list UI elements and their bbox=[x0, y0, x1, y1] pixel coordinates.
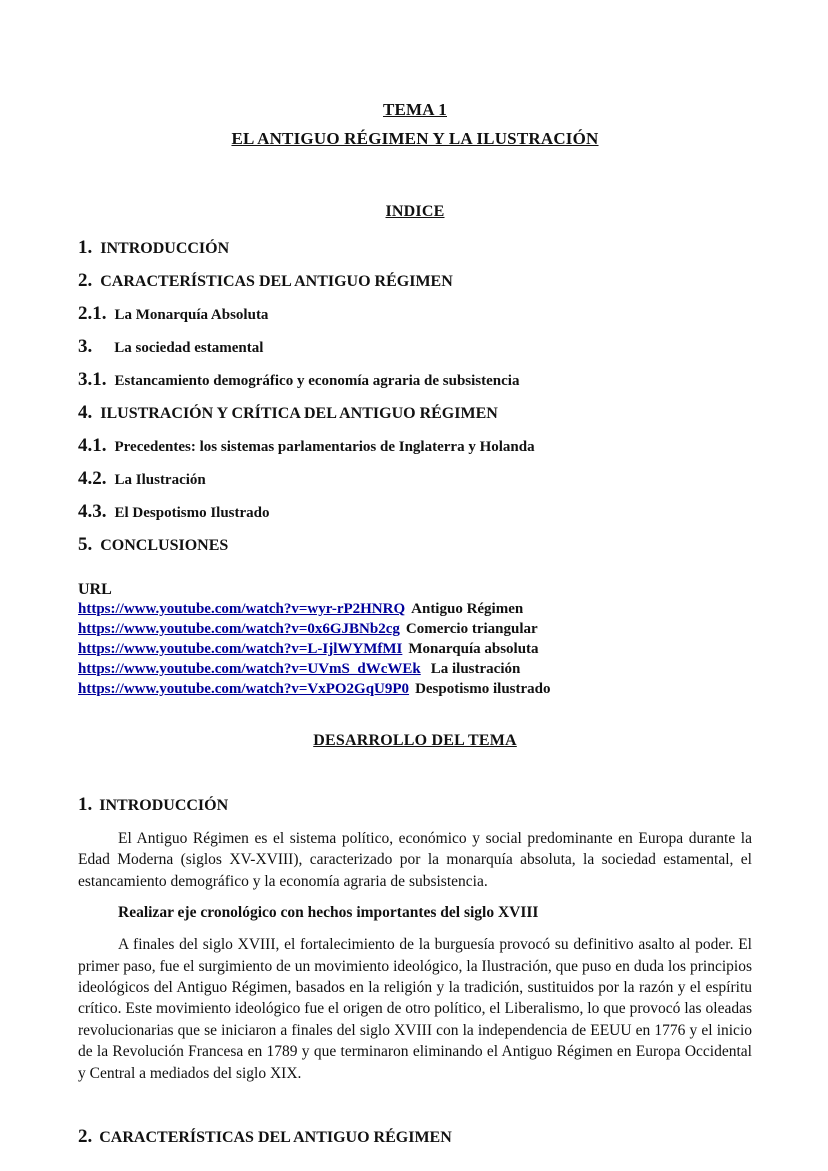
index-item-number: 3. bbox=[78, 336, 93, 357]
index-item-number: 4.2. bbox=[78, 468, 107, 489]
development-heading: DESARROLLO DEL TEMA bbox=[313, 732, 517, 749]
index-item-2-1 bbox=[78, 303, 752, 325]
section-1-heading bbox=[78, 794, 752, 816]
index-item-label: Estancamiento demográfico y economía agraria de subsistencia bbox=[114, 373, 520, 389]
url-block bbox=[78, 580, 752, 699]
url-heading: URL bbox=[78, 581, 112, 598]
section-title: CARACTERÍSTICAS DEL ANTIGUO RÉGIMEN bbox=[99, 1129, 452, 1147]
document-title: TEMA 1 bbox=[382, 100, 447, 119]
index-item-number: 2.1. bbox=[78, 303, 107, 324]
section-title: INTRODUCCIÓN bbox=[99, 797, 229, 814]
youtube-link-comercio-triangular[interactable]: https://www.youtube.com/watch?v=0x6GJBNb2cg bbox=[78, 621, 400, 637]
index-heading: INDICE bbox=[385, 203, 445, 220]
index-item-number: 2. bbox=[78, 270, 93, 291]
index-item-label: El Despotismo Ilustrado bbox=[114, 505, 270, 521]
index-item-label: CONCLUSIONES bbox=[100, 537, 229, 554]
index-item-label: INTRODUCCIÓN bbox=[100, 240, 230, 257]
introduction-paragraph-2: A finales del siglo XVIII, el fortalecimiento de la burguesía provocó su definitivo asalto al poder. El primer paso, fue el surgimiento de un movimiento ideológico, la Ilustración, que puso en duda los principios ideológicos del Antiguo Régimen, basados en la religión y la tradición, sustituidos por la razón y el espíritu crítico. Este movimiento ideológico fue el origen de otro político, el Liberalismo, lo que provocó las oleadas revolucionarias que se iniciaron a finales del siglo XVIII con la independencia de EEUU en 1776 y el inicio de la Revolución Francesa en 1789 y que terminaron eliminando el Antiguo Régimen en Europa Occidental y Central a mediados del siglo XIX. bbox=[78, 936, 752, 1082]
index-item-4-2 bbox=[78, 468, 752, 490]
url-row-despotismo-ilustrado bbox=[78, 679, 752, 699]
index-item-4 bbox=[78, 402, 752, 424]
youtube-link-despotismo-ilustrado[interactable]: https://www.youtube.com/watch?v=VxPO2GqU9P0 bbox=[78, 681, 410, 697]
introduction-paragraph-1: El Antiguo Régimen es el sistema político, económico y social predominante en Europa durante la Edad Moderna (siglos XV-XVIII), caracterizado por la monarquía absoluta, la sociedad estamental, el estancamiento demográfico y la economía agraria de subsistencia. bbox=[78, 830, 752, 890]
youtube-link-antiguo-regimen[interactable]: https://www.youtube.com/watch?v=wyr-rP2HNRQ bbox=[78, 601, 406, 617]
index-item-number: 4.1. bbox=[78, 435, 107, 456]
url-label: Monarquía absoluta bbox=[408, 641, 539, 657]
youtube-link-monarquia-absoluta[interactable]: https://www.youtube.com/watch?v=L-IjlWYMfMI bbox=[78, 641, 403, 657]
index-item-label: ILUSTRACIÓN Y CRÍTICA DEL ANTIGUO RÉGIMEN bbox=[100, 405, 498, 422]
index-item-number: 4. bbox=[78, 402, 93, 423]
document-subtitle: EL ANTIGUO RÉGIMEN Y LA ILUSTRACIÓN bbox=[231, 129, 599, 148]
index-item-label: CARACTERÍSTICAS DEL ANTIGUO RÉGIMEN bbox=[100, 273, 453, 290]
index-item-1 bbox=[78, 237, 752, 259]
url-label: Antiguo Régimen bbox=[411, 601, 524, 617]
youtube-link-la-ilustracion[interactable]: https://www.youtube.com/watch?v=UVmS_dWcWEk bbox=[78, 661, 421, 677]
index-item-label: La Ilustración bbox=[114, 472, 206, 488]
section-number: 1. bbox=[78, 794, 93, 815]
index-item-4-3 bbox=[78, 501, 752, 523]
url-row-comercio-triangular bbox=[78, 619, 752, 639]
index-item-2 bbox=[78, 270, 752, 292]
index-item-number: 1. bbox=[78, 237, 93, 258]
index-item-label: La Monarquía Absoluta bbox=[114, 307, 269, 323]
index-item-3 bbox=[78, 336, 752, 358]
url-label: Comercio triangular bbox=[405, 621, 538, 637]
index-item-4-1 bbox=[78, 435, 752, 457]
section-number: 2. bbox=[78, 1126, 93, 1148]
index-item-number: 3.1. bbox=[78, 369, 107, 390]
index-item-3-1 bbox=[78, 369, 752, 391]
index-item-number: 5. bbox=[78, 534, 93, 555]
index-item-label: La sociedad estamental bbox=[114, 340, 264, 356]
section-2-heading bbox=[78, 1126, 752, 1148]
url-label: La ilustración bbox=[430, 661, 521, 677]
url-row-antiguo-regimen bbox=[78, 599, 752, 619]
index-item-label: Precedentes: los sistemas parlamentarios de Inglaterra y Holanda bbox=[114, 439, 535, 455]
url-label: Despotismo ilustrado bbox=[415, 681, 551, 697]
chronology-note: Realizar eje cronológico con hechos importantes del siglo XVIII bbox=[118, 904, 539, 922]
index-list bbox=[78, 237, 752, 556]
url-row-monarquia-absoluta bbox=[78, 639, 752, 659]
url-row-la-ilustracion bbox=[78, 659, 752, 679]
index-item-5 bbox=[78, 534, 752, 556]
index-item-number: 4.3. bbox=[78, 501, 107, 522]
